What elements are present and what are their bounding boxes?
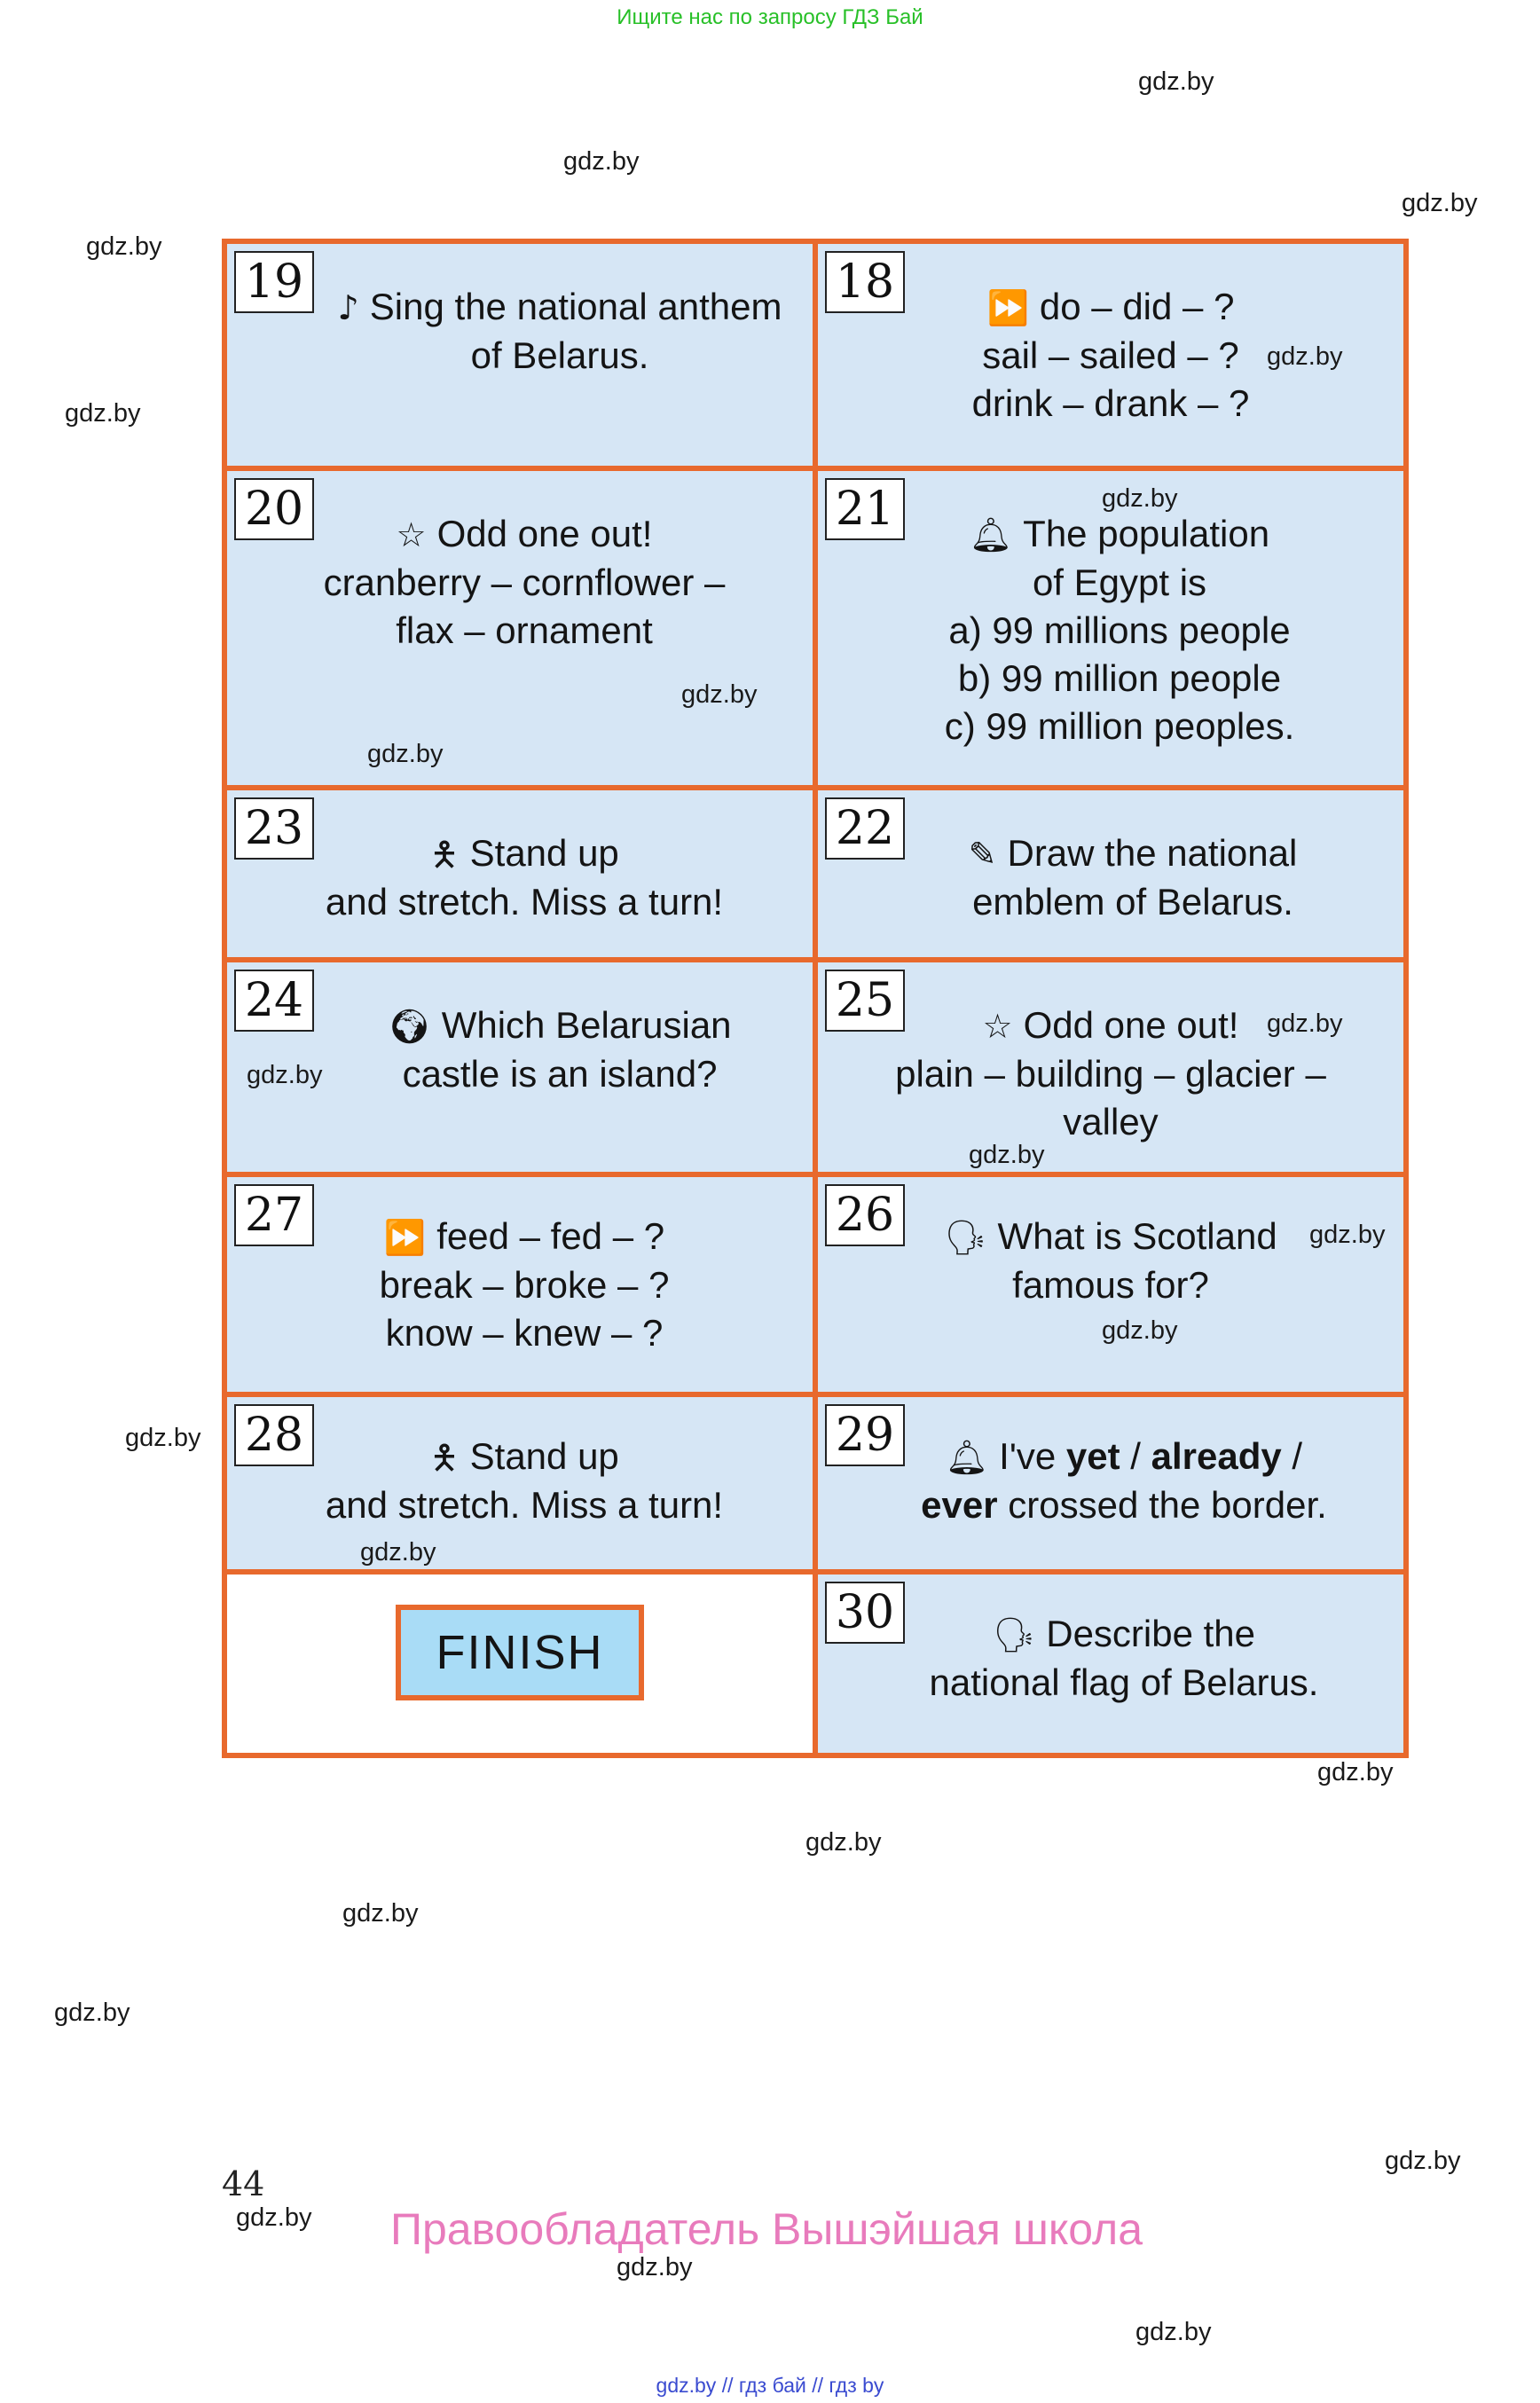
cell-text: The population <box>1023 513 1270 554</box>
cell-number: 28 <box>234 1404 314 1466</box>
watermark: gdz.by <box>54 1999 130 2027</box>
standing-person-icon: 🯅 <box>429 835 460 874</box>
cell-25 <box>818 962 1403 1172</box>
cell-text-bold: ever <box>921 1484 998 1526</box>
speaking-head-icon: 🗣︎ <box>944 1218 987 1257</box>
watermark: gdz.by <box>1317 1758 1394 1787</box>
pencil-icon: ✎ <box>968 835 997 874</box>
watermark: gdz.by <box>1267 1009 1343 1038</box>
watermark: gdz.by <box>360 1538 436 1567</box>
cell-number: 24 <box>234 970 314 1032</box>
cell-24 <box>227 962 813 1172</box>
cell-text-bold: yet <box>1065 1435 1120 1477</box>
cell-text: drink – drank – ? <box>971 382 1250 424</box>
cell-number: 20 <box>234 478 314 540</box>
cell-number: 19 <box>234 251 314 313</box>
cell-30 <box>818 1575 1403 1753</box>
cell-text: b) 99 million people <box>957 657 1282 699</box>
cell-22 <box>818 790 1403 957</box>
copyright-notice: Правообладатель Вышэйшая школа <box>390 2204 1143 2254</box>
watermark: gdz.by <box>125 1424 201 1452</box>
cell-text: cranberry – cornflower – <box>323 561 726 603</box>
cell-text: and stretch. Miss a turn! <box>325 881 724 923</box>
fast-forward-icon: ⏩ <box>986 288 1029 327</box>
music-note-icon: ♪ <box>337 288 359 327</box>
cell-number: 21 <box>825 478 905 540</box>
cell-text: Odd one out! <box>436 513 653 554</box>
cell-28 <box>227 1397 813 1569</box>
fast-forward-icon: ⏩ <box>383 1218 427 1257</box>
cell-text: Stand up <box>469 1435 619 1477</box>
cell-text: emblem of Belarus. <box>972 881 1293 923</box>
cell-text: and stretch. Miss a turn! <box>325 1484 724 1526</box>
game-board <box>222 239 1409 1758</box>
watermark: gdz.by <box>1102 484 1178 513</box>
cell-text: feed – fed – ? <box>436 1215 665 1257</box>
cell-20 <box>227 471 813 785</box>
cell-18 <box>818 244 1403 466</box>
cell-number: 27 <box>234 1184 314 1246</box>
watermark: gdz.by <box>367 740 444 768</box>
watermark: gdz.by <box>65 399 141 428</box>
cell-number: 18 <box>825 251 905 313</box>
star-icon: ☆ <box>982 1007 1013 1046</box>
bell-icon: 🔔︎ <box>969 515 1013 554</box>
cell-text: Stand up <box>469 832 619 874</box>
watermark: gdz.by <box>86 232 162 261</box>
cell-text: Draw the national <box>1007 832 1298 874</box>
watermark: gdz.by <box>805 1828 882 1857</box>
cell-text: a) 99 millions people <box>948 609 1291 651</box>
watermark: gdz.by <box>1267 342 1343 371</box>
watermark: gdz.by <box>236 2203 312 2232</box>
cell-text: famous for? <box>1012 1264 1209 1306</box>
cell-text: c) 99 million peoples. <box>944 705 1295 747</box>
watermark: gdz.by <box>1402 189 1478 217</box>
watermark: gdz.by <box>1102 1316 1178 1345</box>
cell-number: 25 <box>825 970 905 1032</box>
cell-23 <box>227 790 813 957</box>
cell-text: crossed the border. <box>997 1484 1327 1526</box>
cell-27 <box>227 1177 813 1392</box>
page-number: 44 <box>222 2164 265 2203</box>
cell-text: flax – ornament <box>396 609 653 651</box>
watermark: gdz.by <box>617 2253 693 2281</box>
cell-29 <box>818 1397 1403 1569</box>
cell-text: Sing the national anthem <box>369 286 782 327</box>
cell-text: break – broke – ? <box>379 1264 670 1306</box>
star-icon: ☆ <box>396 515 427 554</box>
standing-person-icon: 🯅 <box>429 1438 460 1477</box>
finish-cell <box>227 1575 813 1753</box>
watermark: gdz.by <box>563 147 640 176</box>
footer-links: gdz.by // гдз бай // гдз by <box>656 2374 884 2397</box>
cell-text: Odd one out! <box>1023 1004 1239 1046</box>
speaking-head-icon: 🗣︎ <box>992 1615 1036 1654</box>
cell-text: valley <box>1063 1101 1159 1143</box>
cell-text: plain – building – glacier – <box>895 1053 1326 1095</box>
watermark: gdz.by <box>1385 2147 1461 2175</box>
cell-text: castle is an island? <box>402 1053 718 1095</box>
cell-text: What is Scotland <box>997 1215 1277 1257</box>
watermark: gdz.by <box>1309 1221 1386 1249</box>
watermark: gdz.by <box>1138 67 1214 96</box>
cell-text: Describe the <box>1046 1613 1256 1654</box>
cell-number: 22 <box>825 797 905 860</box>
cell-text: / <box>1120 1435 1151 1477</box>
cell-number: 23 <box>234 797 314 860</box>
watermark: gdz.by <box>247 1061 323 1089</box>
cell-text: I've <box>999 1435 1066 1477</box>
watermark: gdz.by <box>681 680 758 709</box>
watermark: gdz.by <box>969 1141 1045 1169</box>
watermark: gdz.by <box>1135 2318 1212 2346</box>
cell-text-bold: already <box>1151 1435 1282 1477</box>
cell-text: of Egypt is <box>1032 561 1207 603</box>
finish-button: FINISH <box>396 1605 644 1700</box>
cell-19 <box>227 244 813 466</box>
cell-number: 30 <box>825 1582 905 1644</box>
bell-icon: 🔔︎ <box>945 1438 989 1477</box>
cell-text: know – knew – ? <box>385 1312 664 1354</box>
globe-icon: 🌍︎ <box>388 1007 431 1046</box>
cell-text: of Belarus. <box>470 334 649 376</box>
cell-text: sail – sailed – ? <box>982 334 1239 376</box>
cell-number: 26 <box>825 1184 905 1246</box>
cell-text: / <box>1281 1435 1303 1477</box>
top-banner: Ищите нас по запросу ГДЗ Бай <box>617 5 923 29</box>
cell-number: 29 <box>825 1404 905 1466</box>
cell-26 <box>818 1177 1403 1392</box>
cell-21 <box>818 471 1403 785</box>
cell-text: Which Belarusian <box>441 1004 732 1046</box>
watermark: gdz.by <box>342 1899 419 1928</box>
cell-text: do – did – ? <box>1039 286 1235 327</box>
cell-text: national flag of Belarus. <box>929 1661 1319 1703</box>
